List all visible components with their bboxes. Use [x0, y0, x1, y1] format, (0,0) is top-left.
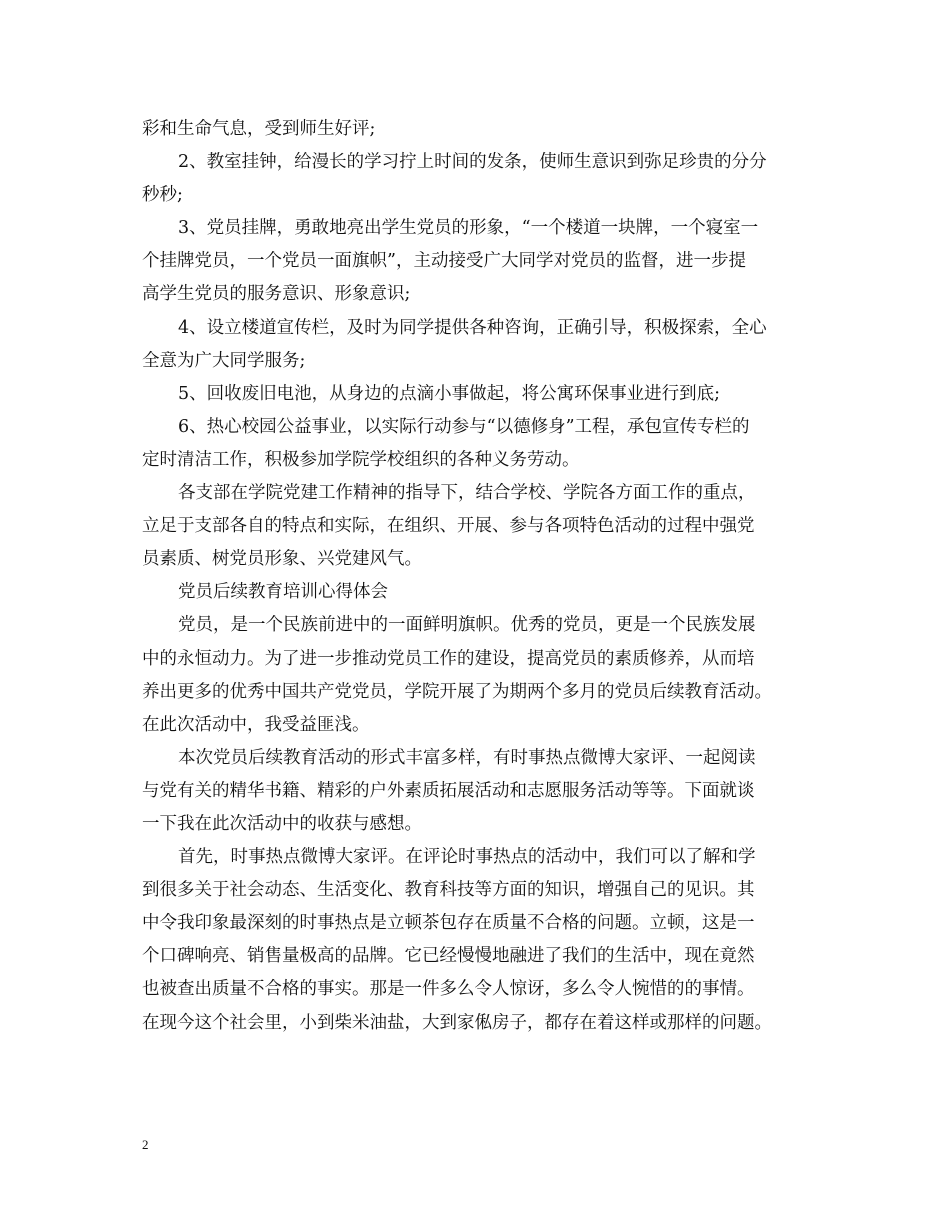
text-line: 全意为广大同学服务; [142, 350, 306, 371]
text-line: 个口碑响亮、销售量极高的品牌。它已经慢慢地融进了我们的生活中，现在竟然 [142, 946, 755, 967]
text-line: 到很多关于社会动态、生活变化、教育科技等方面的知识，增强自己的见识。其 [142, 880, 755, 901]
text-line: 各支部在学院党建工作精神的指导下，结合学校、学院各方面工作的重点， [178, 483, 756, 504]
text-line: 一下我在此次活动中的收获与感想。 [142, 813, 422, 834]
text-line: 养出更多的优秀中国共产党党员，学院开展了为期两个多月的党员后续教育活动。 [142, 681, 772, 702]
page-number: 2 [142, 1137, 149, 1152]
text-line: 定时清洁工作，积极参加学院学校组织的各种义务劳动。 [142, 449, 580, 470]
text-line: 中的永恒动力。为了进一步推动党员工作的建设，提高党员的素质修养，从而培 [142, 648, 755, 669]
text-line: 党员，是一个民族前进中的一面鲜明旗帜。优秀的党员，更是一个民族发展 [178, 615, 756, 636]
text-line: 高学生党员的服务意识、形象意识; [142, 284, 411, 305]
text-line: 立足于支部各自的特点和实际，在组织、开展、参与各项特色活动的过程中强党 [142, 516, 755, 537]
text-line: 党员后续教育培训心得体会 [178, 582, 388, 603]
text-line: 2、教室挂钟，给漫长的学习拧上时间的发条，使师生意识到弥足珍贵的分分 [178, 152, 767, 173]
text-line: 秒秒; [142, 185, 183, 206]
text-line: 在现今这个社会里，小到柴米油盐，大到家俬房子，都存在着这样或那样的问题。 [142, 1012, 772, 1033]
text-line: 也被查出质量不合格的事实。那是一件多么令人惊讶，多么令人惋惜的的事情。 [142, 979, 755, 1000]
text-line: 6、热心校园公益事业，以实际行动参与“以德修身”工程，承包宣传专栏的 [178, 416, 750, 437]
text-line: 与党有关的精华书籍、精彩的户外素质拓展活动和志愿服务活动等等。下面就谈 [142, 780, 755, 801]
text-line: 彩和生命气息，受到师生好评; [142, 119, 376, 139]
text-line: 首先，时事热点微博大家评。在评论时事热点的活动中，我们可以了解和学 [178, 847, 756, 868]
text-line: 个挂牌党员，一个党员一面旗帜”，主动接受广大同学对党员的监督，进一步提 [142, 251, 746, 272]
document-body [142, 113, 822, 1040]
text-line: 在此次活动中，我受益匪浅。 [142, 714, 370, 735]
text-line: 5、回收废旧电池，从身边的点滴小事做起，将公寓环保事业进行到底; [178, 383, 721, 404]
text-line: 中令我印象最深刻的时事热点是立顿茶包存在质量不合格的问题。立顿，这是一 [142, 913, 755, 934]
text-line: 4、设立楼道宣传栏，及时为同学提供各种咨询，正确引导，积极探索，全心 [178, 317, 767, 338]
text-line: 本次党员后续教育活动的形式丰富多样，有时事热点微博大家评、一起阅读 [178, 747, 756, 768]
text-line: 3、党员挂牌，勇敢地亮出学生党员的形象，“一个楼道一块牌，一个寝室一 [178, 218, 759, 239]
text-line: 员素质、树党员形象、兴党建风气。 [142, 549, 422, 570]
